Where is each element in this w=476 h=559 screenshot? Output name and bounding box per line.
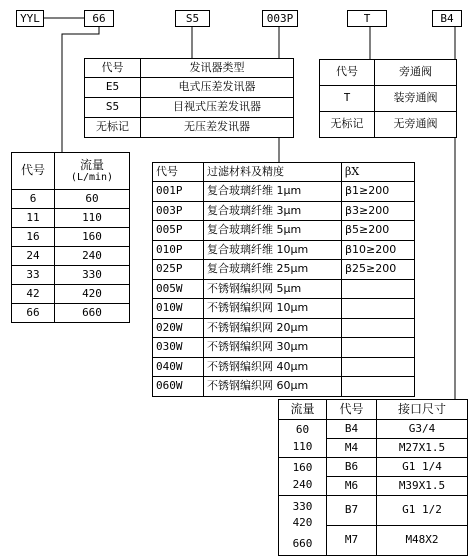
flow-value: 240: [292, 477, 313, 491]
code-cell: B7: [327, 496, 377, 526]
table-header-row: [85, 59, 294, 78]
table-row: [85, 78, 294, 98]
code-box-bypass: T: [347, 10, 387, 27]
table-row: [153, 338, 415, 358]
header-cell: 过滤材料及精度: [204, 163, 342, 182]
code-cell: 16: [12, 228, 55, 247]
beta-cell: [342, 318, 415, 338]
desc-cell: 无压差发讯器: [141, 118, 294, 138]
code-cell: 无标记: [320, 112, 375, 138]
port-size-table: [278, 399, 468, 556]
flow-value: 420: [292, 516, 313, 530]
table-row: [279, 496, 468, 526]
size-cell: G1 1/4: [377, 458, 468, 477]
material-cell: 复合玻璃纤维 1μm: [204, 182, 342, 202]
table-header-row: [279, 400, 468, 420]
flow-cell: 660: [55, 304, 130, 323]
material-cell: 不锈钢编织网 40μm: [204, 357, 342, 377]
material-cell: 不锈钢编织网 5μm: [204, 279, 342, 299]
material-cell: 复合玻璃纤维 25μm: [204, 260, 342, 280]
header-cell: 旁通阀: [375, 60, 457, 86]
table-row: [153, 240, 415, 260]
table-row: [153, 201, 415, 221]
flow-cell: 110: [55, 209, 130, 228]
code-cell: 42: [12, 285, 55, 304]
beta-cell: [342, 357, 415, 377]
flow-cell: [279, 496, 327, 556]
beta-cell: β1≥200: [342, 182, 415, 202]
size-cell: M48X2: [377, 526, 468, 556]
material-cell: 复合玻璃纤维 5μm: [204, 221, 342, 241]
code-cell: 无标记: [85, 118, 141, 138]
desc-cell: 电式压差发讯器: [141, 78, 294, 98]
code-box-indicator: S5: [175, 10, 210, 27]
flow-cell: 60: [55, 190, 130, 209]
beta-cell: β3≥200: [342, 201, 415, 221]
table-row: [320, 112, 457, 138]
code-cell: 060W: [153, 377, 204, 397]
beta-cell: [342, 338, 415, 358]
header-cell: 流量: [279, 400, 327, 420]
header-cell: 代号: [153, 163, 204, 182]
code-cell: 005W: [153, 279, 204, 299]
code-cell: 003P: [153, 201, 204, 221]
code-box-port: B4: [432, 10, 462, 27]
table-row: [153, 182, 415, 202]
code-box-series: YYL: [16, 10, 44, 27]
code-cell: 33: [12, 266, 55, 285]
code-cell: T: [320, 86, 375, 112]
table-row: [85, 98, 294, 118]
beta-cell: [342, 279, 415, 299]
material-cell: 复合玻璃纤维 3μm: [204, 201, 342, 221]
bypass-table: [319, 59, 457, 138]
header-cell: [55, 153, 130, 190]
material-cell: 不锈钢编织网 10μm: [204, 299, 342, 319]
table-row: [12, 247, 130, 266]
code-cell: 040W: [153, 357, 204, 377]
header-cell: 代号: [12, 153, 55, 190]
code-cell: 001P: [153, 182, 204, 202]
flow-value: 60: [295, 423, 310, 437]
beta-cell: β25≥200: [342, 260, 415, 280]
flow-value: 110: [292, 439, 313, 453]
header-cell: 发讯器类型: [141, 59, 294, 78]
header-cell: 代号: [320, 60, 375, 86]
code-box-filter: 003P: [262, 10, 298, 27]
code-cell: B4: [327, 420, 377, 439]
table-row: [85, 118, 294, 138]
code-cell: 66: [12, 304, 55, 323]
table-row: [153, 299, 415, 319]
size-cell: G1 1/2: [377, 496, 468, 526]
table-row: [12, 304, 130, 323]
flow-cell: [279, 458, 327, 496]
header-cell: 接口尺寸: [377, 400, 468, 420]
size-cell: M27X1.5: [377, 439, 468, 458]
flow-value: 330: [292, 500, 313, 514]
code-cell: 010W: [153, 299, 204, 319]
table-header-row: [320, 60, 457, 86]
code-cell: 030W: [153, 338, 204, 358]
table-row: [320, 86, 457, 112]
material-cell: 不锈钢编织网 60μm: [204, 377, 342, 397]
flow-cell: 240: [55, 247, 130, 266]
code-cell: B6: [327, 458, 377, 477]
flow-cell: [279, 420, 327, 458]
table-row: [153, 318, 415, 338]
flow-cell: 330: [55, 266, 130, 285]
beta-cell: [342, 377, 415, 397]
material-cell: 复合玻璃纤维 10μm: [204, 240, 342, 260]
flow-value: 660: [292, 536, 313, 550]
code-cell: 025P: [153, 260, 204, 280]
desc-cell: 装旁通阀: [375, 86, 457, 112]
table-row: [153, 279, 415, 299]
table-row: [12, 190, 130, 209]
table-header-row: [12, 153, 130, 190]
code-box-flow: 66: [84, 10, 114, 27]
material-cell: 不锈钢编织网 30μm: [204, 338, 342, 358]
beta-cell: [342, 299, 415, 319]
indicator-table: [84, 58, 294, 138]
code-cell: M4: [327, 439, 377, 458]
header-cell: βX: [342, 163, 415, 182]
code-cell: 6: [12, 190, 55, 209]
flow-header-label: 流量: [79, 157, 104, 172]
filter-media-table: [152, 162, 415, 397]
table-row: [153, 377, 415, 397]
header-cell: 代号: [327, 400, 377, 420]
beta-cell: β5≥200: [342, 221, 415, 241]
code-cell: 11: [12, 209, 55, 228]
code-cell: 24: [12, 247, 55, 266]
table-row: [279, 458, 468, 477]
code-cell: E5: [85, 78, 141, 98]
table-header-row: [153, 163, 415, 182]
table-row: [153, 221, 415, 241]
flow-table: [11, 152, 130, 323]
flow-cell: 420: [55, 285, 130, 304]
material-cell: 不锈钢编织网 20μm: [204, 318, 342, 338]
table-row: [153, 357, 415, 377]
table-row: [12, 285, 130, 304]
code-cell: S5: [85, 98, 141, 118]
table-row: [279, 420, 468, 439]
code-cell: M7: [327, 526, 377, 556]
size-cell: G3/4: [377, 420, 468, 439]
flow-value: 160: [292, 461, 313, 475]
code-cell: 020W: [153, 318, 204, 338]
desc-cell: 无旁通阀: [375, 112, 457, 138]
code-cell: 005P: [153, 221, 204, 241]
header-cell: 代号: [85, 59, 141, 78]
code-cell: 010P: [153, 240, 204, 260]
beta-cell: β10≥200: [342, 240, 415, 260]
table-row: [153, 260, 415, 280]
flow-header-unit: (L/min): [70, 172, 114, 184]
desc-cell: 目视式压差发讯器: [141, 98, 294, 118]
code-cell: M6: [327, 477, 377, 496]
size-cell: M39X1.5: [377, 477, 468, 496]
flow-cell: 160: [55, 228, 130, 247]
table-row: [12, 266, 130, 285]
table-row: [12, 209, 130, 228]
table-row: [12, 228, 130, 247]
